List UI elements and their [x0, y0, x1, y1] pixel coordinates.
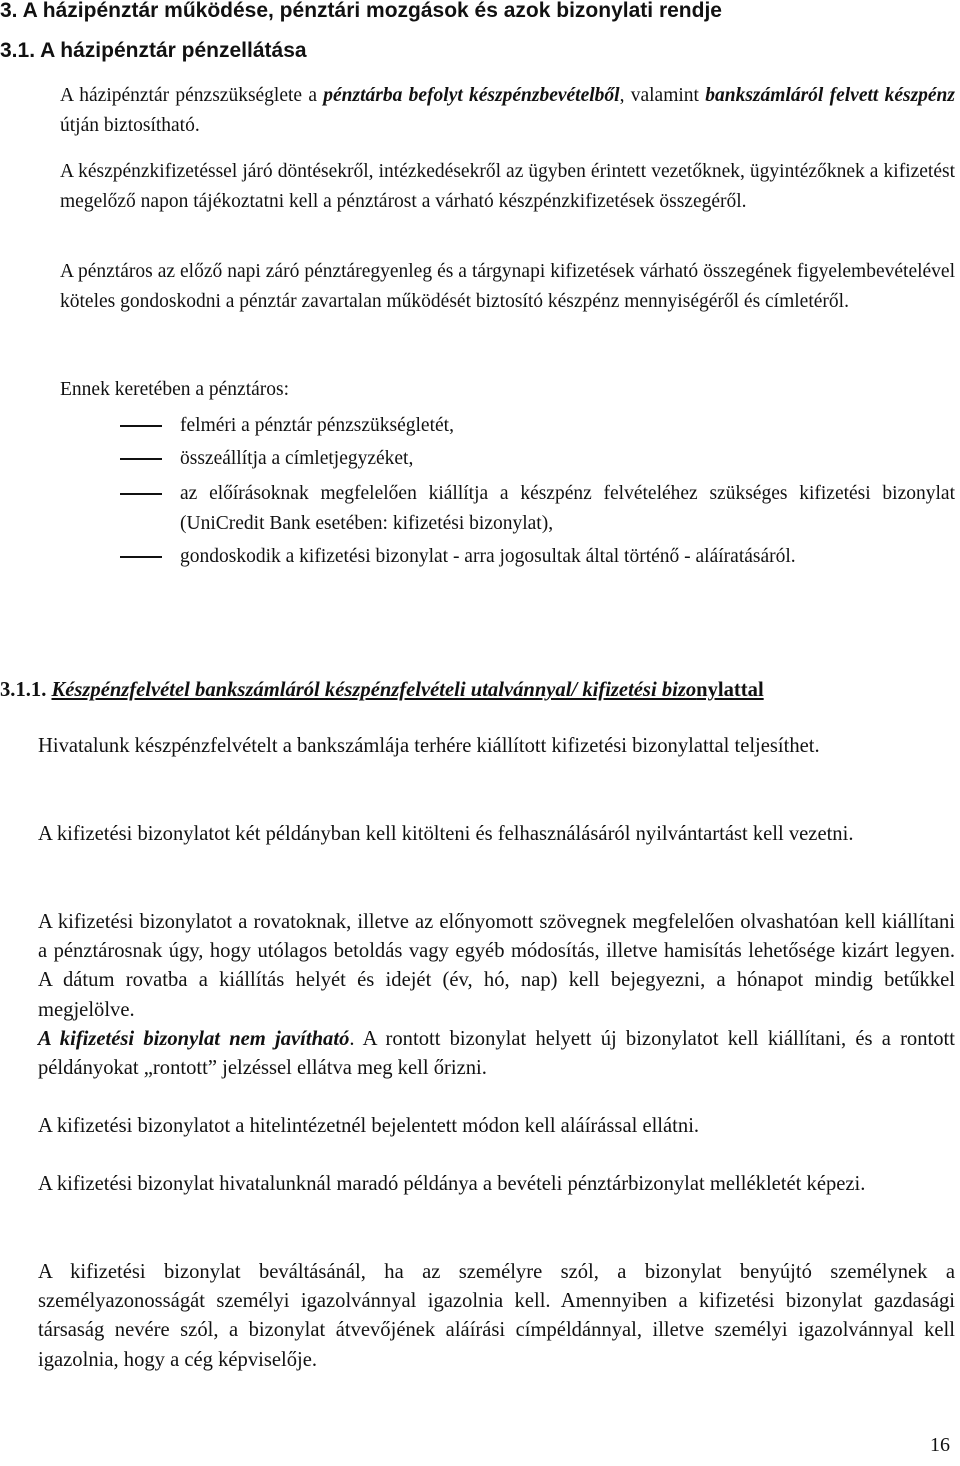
list-item: [120, 444, 955, 474]
paragraph-3: A kifizetési bizonylatot a rovatoknak, illetve az előnyomott szövegnek megfelelően olvashatóan kell kiállítani a pénztárosnak úgy, hogy utólagos betoldás vagy egyéb módosítás, illetve hamisítás lehetősége kizárt legyen. A dátum rovatba a kiállítás helyét és idejét (év, hó, nap) kell bejegyezni, a hónapot mindig betűkkel megjelölve.: [38, 911, 955, 1021]
list-item: [120, 411, 955, 441]
paragraph-5: A kifizetési bizonylatot a hitelintézetnél bejelentett módon kell aláírással ellátni.: [38, 1115, 700, 1137]
list-item: [120, 479, 955, 538]
list-item: [120, 542, 955, 572]
subsection-title-plain: nylattal: [696, 679, 764, 701]
dash-bullet-icon: [120, 493, 162, 495]
subsection-title: [0, 676, 950, 704]
intro-paragraph: [60, 81, 955, 140]
subsection-heading: 3.1. A házipénztár pénzellátása: [0, 39, 307, 62]
intro-emphasis-1: pénztárba befolyt készpénzbevételből: [323, 85, 620, 106]
dash-bullet-icon: [120, 458, 162, 460]
section-heading: 3. A házipénztár működése, pénztári mozgások és azok bizonylati rendje: [0, 0, 722, 22]
subsection-number: 3.1.1.: [0, 679, 47, 701]
paragraph-2: A kifizetési bizonylatot két példányban kell kitölteni és felhasználásáról nyilvántartást kell vezetni.: [38, 823, 854, 845]
paragraph-1: Hivatalunk készpénzfelvételt a bankszámlája terhére kiállított kifizetési bizonylattal teljesíthet.: [38, 735, 820, 757]
dash-bullet-icon: [120, 425, 162, 427]
paragraph-7: A kifizetési bizonylat beváltásánál, ha az személyre szól, a bizonylat benyújtó személynek a személyazonosságát személyi igazolvánnyal igazolnia kell. Amennyiben a kifizetési bizonylat gazdasági társaság nevére szól, a bizonylat átvevőjének aláírási címpéldánnyal, illetve személyi igazolvánnyal kell igazolnia, hogy a cég képviselője.: [38, 1261, 955, 1371]
page-number: 16: [930, 1434, 950, 1456]
intro-emphasis-2: bankszámláról felvett készpénz: [705, 85, 955, 106]
list-item-text: gondoskodik a kifizetési bizonylat - arra jogosultak által történő - aláíratásáról.: [180, 546, 796, 568]
list-item-text: összeállítja a címletjegyzéket,: [180, 447, 414, 469]
subsection-title-italic: Készpénzfelvétel bankszámláról készpénzfelvételi utalvánnyal/ kifizetési bizo: [51, 679, 697, 701]
notify-paragraph: A készpénzkifizetéssel járó döntésekről, intézkedésekről az ügyben érintett vezetőknek, ügyintézőknek a kifizetést megelőző napon tájékoztatni kell a pénztárost a várható készpénzkifizetések összegéről.: [60, 161, 955, 212]
paragraph-4: [38, 1025, 955, 1083]
cashier-paragraph: A pénztáros az előző napi záró pénztáregyenleg és a tárgynapi kifizetések várható összegének figyelembevételével köteles gondoskodni a pénztár zavartalan működését biztosító készpénz mennyiségéről és címletéről.: [60, 261, 955, 312]
list-item-text: az előírásoknak megfelelően kiállítja a készpénz felvételéhez szükséges kifizetési bizonylat (UniCredit Bank esetében: kifizetési bizonylat),: [180, 483, 955, 534]
paragraph-4-emphasis: A kifizetési bizonylat nem javítható: [38, 1027, 350, 1050]
list-item-text: felméri a pénztár pénzszükségletét,: [180, 415, 454, 436]
intro-text-2: , valamint: [619, 85, 706, 106]
paragraph-3-block: [38, 908, 955, 1083]
duty-list: [120, 411, 955, 572]
intro-text-1: A házipénztár pénzszükséglete a: [60, 85, 324, 106]
intro-text-3: útján biztosítható.: [60, 114, 200, 136]
list-intro: Ennek keretében a pénztáros:: [60, 379, 290, 400]
paragraph-4-text: . A rontott bizonylat helyett új bizonylatot kell kiállítani, és a rontott példányokat „rontott” jelzéssel ellátva meg kell őrizni.: [38, 1027, 955, 1080]
paragraph-6: A kifizetési bizonylat hivatalunknál maradó példánya a bevételi pénztárbizonylat mellékletét képezi.: [38, 1173, 866, 1195]
dash-bullet-icon: [120, 556, 162, 558]
